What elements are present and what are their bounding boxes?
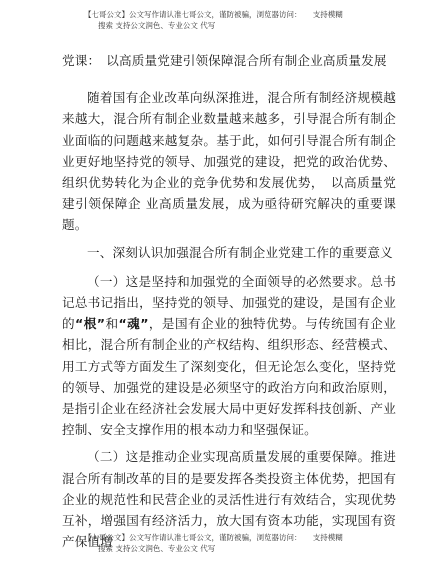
document-body <box>62 50 396 558</box>
page-header <box>84 9 384 31</box>
page-footer <box>84 532 384 554</box>
footer-line-1: 【七哥公文】公文写作请认准七哥公文，谨防被骗，浏览器访问： 支持模糊 <box>84 533 343 542</box>
point-1-quote-soul: “魂” <box>118 316 149 332</box>
header-line-1: 【七哥公文】公文写作请认准七哥公文，谨防被骗，浏览器访问： 支持模糊 <box>84 10 343 19</box>
title-text: 以高质量党建引领保障混合所有制企业高质量发展 <box>106 53 387 68</box>
point-1-text-before: （一）这是坚持和加强党的全面领导的必然要求。总书记总书记指出，坚持党的领导、加强党的建设，是国有企业的 <box>62 273 396 332</box>
point-1-text-mid: 和 <box>105 316 119 332</box>
footer-line-2: 搜索 支持公文润色、专业公文 代写 <box>98 544 216 553</box>
point-1-text-after: ，是国有企业的独特优势。与传统国有企业相比，混合所有制企业的产权结构、组织形态、经营模式、用工方式等方面发生了深刻变化，但无论怎么变化，坚持党的领导、加强党的建设是必须坚守的政治方向和政治原则，是指引企业在经济社会发展大局中更好发挥科技创新、产业控制、安全支撑作用的根本动力和坚强保证。 <box>62 316 396 438</box>
intro-paragraph: 随着国有企业改革向纵深推进，混合所有制经济规模越来越大，混合所有制企业数量越来越多，引导混合所有制企业面临的问题越来越复杂。基于此，如何引导混合所有制企业更好地坚持党的领导、加强党的建设，把党的政治优势、组织优势转化为企业的竞争优势和发展优势， 以高质量党建引领保障企 业高质量发展，成为亟待研究解决的重要课题。 <box>62 90 396 233</box>
document-title <box>62 50 396 71</box>
point-1-paragraph <box>62 271 396 441</box>
point-1-quote-root: “根” <box>75 316 106 332</box>
point-2-paragraph: （二）这是推动企业实现高质量发展的重要保障。推进混合所有制改革的目的是要发挥各类投资主体优势，把国有企业的规范性和民营企业的灵活性进行有效结合，实现优势互补，增强国有经济活力，放大国有资本功能，实现国有资产保值增 <box>62 449 396 550</box>
header-line-2: 搜索 支持公文润色、专业公文 代写 <box>98 21 216 30</box>
title-label: 党课： <box>62 53 101 68</box>
section-heading-1: 一、深刻认识加强混合所有制企业党建工作的重要意义 <box>87 244 393 260</box>
